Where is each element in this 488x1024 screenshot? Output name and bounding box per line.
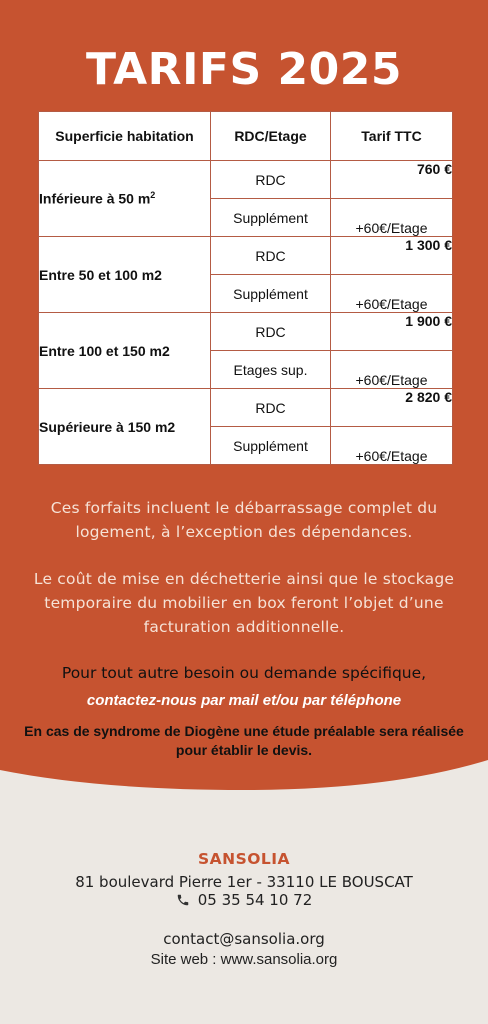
level-cell: RDC [211,161,331,199]
page-title: TARIFS 2025 [86,44,402,95]
price-cell: 2 820 € [331,389,453,427]
phone-number[interactable]: 05 35 54 10 72 [197,891,313,909]
diogene-notice: En cas de syndrome de Diogène une étude préalable sera réalisée pour établir le devis. [24,723,464,758]
company-name: SANSOLIA [197,850,291,868]
price-cell: 760 € [331,161,453,199]
level-cell: Supplément [211,199,331,237]
range-cell: Entre 50 et 100 m2 [39,237,211,313]
table-header-row [39,112,453,161]
table-row [39,313,453,351]
pricing-table [38,111,453,465]
supplement-cell: +60€/Etage [331,199,453,237]
table-row [39,389,453,427]
header-level: RDC/Etage [211,112,331,161]
other-needs-text: Pour tout autre besoin ou demande spécifique, [61,664,427,682]
table-row [39,237,453,275]
level-cell: Supplément [211,275,331,313]
level-cell: Etages sup. [211,351,331,389]
header-area: Superficie habitation [39,112,211,161]
phone-icon [176,893,190,907]
supplement-cell: +60€/Etage [331,275,453,313]
supplement-cell: +60€/Etage [331,427,453,465]
address: 81 boulevard Pierre 1er - 33110 LE BOUSCAT [75,873,413,891]
price-cell: 1 300 € [331,237,453,275]
level-cell: RDC [211,237,331,275]
additional-costs-text: Le coût de mise en déchetterie ainsi que le stockage temporaire du mobilier en box feront l’objet d’une facturation additionnelle. [33,570,455,636]
level-cell: RDC [211,313,331,351]
website-link[interactable]: Site web : www.sansolia.org [150,951,338,968]
included-services-text: Ces forfaits incluent le débarrassage complet du logement, à l’exception des dépendances. [50,499,438,541]
level-cell: Supplément [211,427,331,465]
email-link[interactable]: contact@sansolia.org [163,930,325,948]
range-cell: Entre 100 et 150 m2 [39,313,211,389]
price-cell: 1 900 € [331,313,453,351]
level-cell: RDC [211,389,331,427]
header-price: Tarif TTC [331,112,453,161]
contact-us-text: contactez-nous par mail et/ou par téléphone [86,692,402,709]
range-cell: Inférieure à 50 $m^2$ [39,161,211,237]
range-cell: Supérieure à 150 m2 [39,389,211,465]
phone-row [0,891,488,909]
supplement-cell: +60€/Etage [331,351,453,389]
table-row [39,161,453,199]
